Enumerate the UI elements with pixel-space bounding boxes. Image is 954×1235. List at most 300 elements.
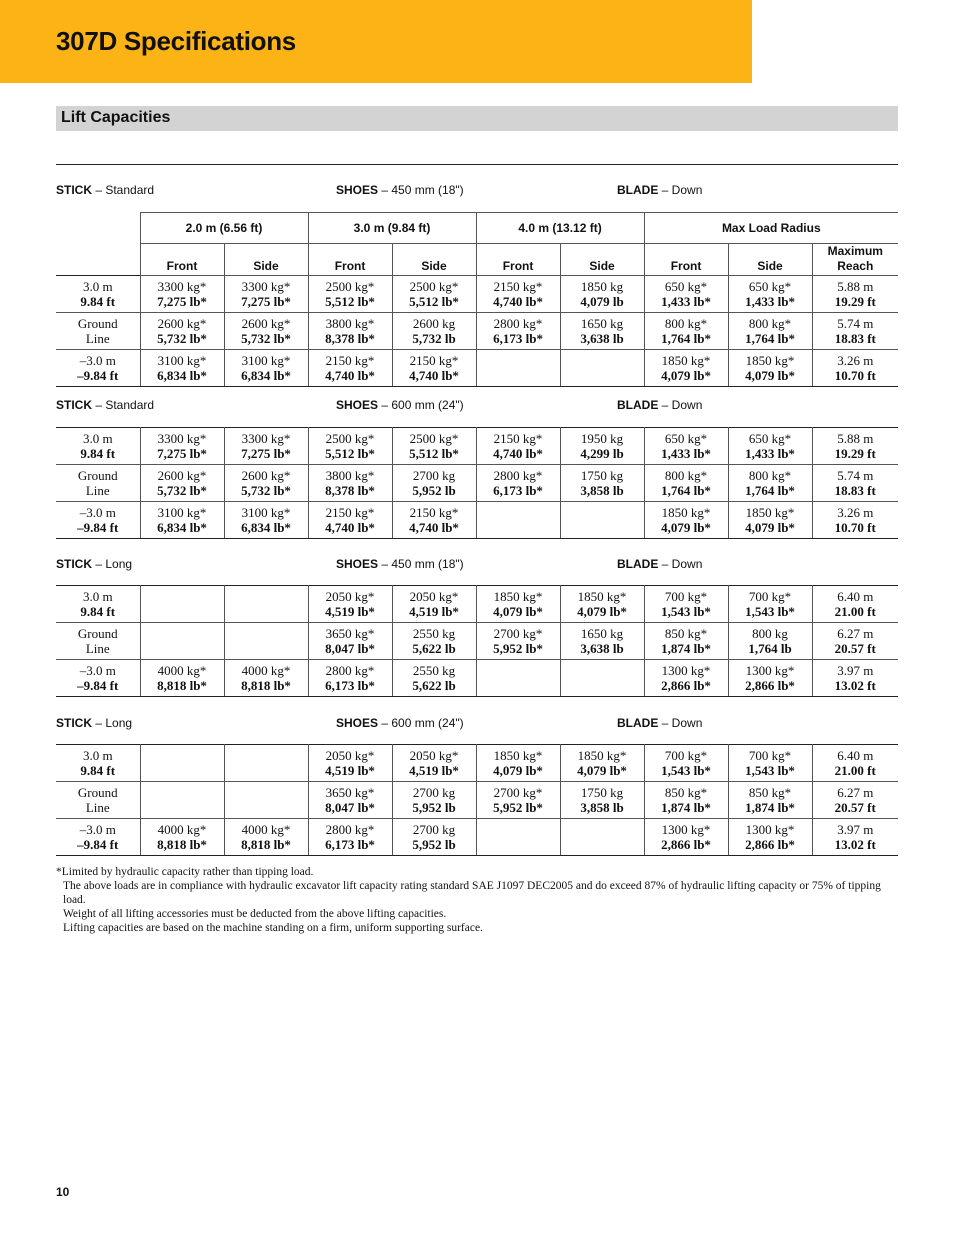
config-line <box>56 398 898 414</box>
footnote-standard: The above loads are in compliance with hydraulic excavator lift capacity rating standard SAE J1097 DEC2005 and do exceed 87% of hydraulic lifting capacity or 75% of tipping load. <box>63 880 881 906</box>
cell-metric: 850 kg* <box>664 626 708 641</box>
footnote-accessories: Weight of all lifting accessories must be deducted from the above lifting capacities. <box>63 908 447 920</box>
cell-imperial: 2,866 lb* <box>745 837 795 852</box>
table-cell <box>644 586 728 623</box>
row-label-line2: Line <box>85 483 110 498</box>
cell-imperial: 8,378 lb* <box>325 483 375 498</box>
cell-imperial: 5,512 lb* <box>409 446 459 461</box>
table-cell <box>224 465 308 502</box>
row-height-label <box>56 586 140 623</box>
stick-value: – Standard <box>92 398 155 412</box>
table-cell <box>140 586 224 623</box>
cell-metric: 1850 kg <box>580 279 624 294</box>
blade-spec <box>617 716 702 730</box>
cell-metric: 850 kg* <box>748 785 792 800</box>
cell-imperial: 5,512 lb* <box>409 294 459 309</box>
row-label-line1: –3.0 m <box>79 353 116 368</box>
blade-spec <box>617 398 702 412</box>
cell-metric: 2600 kg* <box>241 468 291 483</box>
cell-imperial: 5,732 lb* <box>157 331 207 346</box>
cell-metric: 1300 kg* <box>661 663 711 678</box>
table-cell <box>392 819 476 856</box>
cell-imperial: 6,834 lb* <box>157 368 207 383</box>
cell-metric: 3300 kg* <box>157 279 207 294</box>
cell-imperial: 6,173 lb* <box>325 837 375 852</box>
table-cell <box>812 350 898 387</box>
cell-imperial: 13.02 ft <box>834 678 876 693</box>
header-front: Front <box>140 244 224 276</box>
cell-imperial: 1,874 lb* <box>661 800 711 815</box>
footnotes <box>56 865 898 935</box>
blade-value: – Down <box>658 398 703 412</box>
shoes-spec <box>336 716 464 730</box>
shoes-label: SHOES <box>336 716 379 730</box>
table-cell <box>644 276 728 313</box>
cell-imperial: 1,874 lb* <box>745 800 795 815</box>
cell-imperial: 8,818 lb* <box>241 678 291 693</box>
cell-metric: 2050 kg* <box>325 748 375 763</box>
cell-imperial: 5,732 lb* <box>241 483 291 498</box>
header-side: Side <box>560 244 644 276</box>
cell-imperial: 8,047 lb* <box>325 641 375 656</box>
shoes-value: – 450 mm (18") <box>378 557 464 571</box>
cell-imperial: 4,079 lb* <box>493 604 543 619</box>
table-row <box>56 428 898 465</box>
table-cell <box>308 313 392 350</box>
cell-metric: 2150 kg* <box>325 505 375 520</box>
table-cell <box>728 623 812 660</box>
table-cell <box>476 465 560 502</box>
header-bar <box>0 0 752 83</box>
table-row <box>56 276 898 313</box>
table-cell <box>224 313 308 350</box>
cell-imperial: 4,740 lb* <box>325 368 375 383</box>
table-cell <box>476 623 560 660</box>
cell-imperial: 7,275 lb* <box>157 294 207 309</box>
cell-imperial: 1,764 lb <box>748 641 792 656</box>
table-cell <box>224 586 308 623</box>
table-cell <box>140 819 224 856</box>
cell-metric: 700 kg* <box>664 748 708 763</box>
cell-metric: 3300 kg* <box>157 431 207 446</box>
table-cell <box>560 745 644 782</box>
cell-imperial: 5,732 lb* <box>241 331 291 346</box>
table-cell <box>224 782 308 819</box>
cell-metric: 2150 kg* <box>493 279 543 294</box>
cell-metric: 2700 kg <box>412 822 456 837</box>
cell-metric: 1300 kg* <box>661 822 711 837</box>
table-cell <box>308 428 392 465</box>
cell-imperial: 8,047 lb* <box>325 800 375 815</box>
cell-imperial: 4,519 lb* <box>325 763 375 778</box>
header-front: Front <box>644 244 728 276</box>
cell-imperial: 4,519 lb* <box>409 604 459 619</box>
cell-metric: 3100 kg* <box>157 505 207 520</box>
cell-metric: 3.26 m <box>837 505 874 520</box>
row-label-line2: –9.84 ft <box>77 520 119 535</box>
cell-metric: 6.27 m <box>837 785 874 800</box>
cell-metric: 1300 kg* <box>745 663 795 678</box>
table-cell <box>224 502 308 539</box>
cell-metric: 6.40 m <box>837 589 874 604</box>
cell-metric: 2050 kg* <box>409 748 459 763</box>
cell-metric: 2500 kg* <box>325 431 375 446</box>
row-height-label <box>56 502 140 539</box>
blade-label: BLADE <box>617 716 659 730</box>
cell-imperial: 3,638 lb <box>580 641 624 656</box>
cell-imperial: 3,858 lb <box>580 483 624 498</box>
cell-metric: 4000 kg* <box>157 663 207 678</box>
cell-imperial: 4,079 lb <box>580 294 624 309</box>
cell-metric: 2550 kg <box>412 626 456 641</box>
lift-table <box>56 744 898 856</box>
cell-metric: 2800 kg* <box>325 663 375 678</box>
row-height-label <box>56 350 140 387</box>
table-cell <box>560 350 644 387</box>
blade-value: – Down <box>658 557 703 571</box>
blade-label: BLADE <box>617 557 659 571</box>
cell-metric: 2500 kg* <box>325 279 375 294</box>
cell-metric: 2800 kg* <box>493 468 543 483</box>
table-cell <box>308 819 392 856</box>
table-cell <box>728 276 812 313</box>
cell-imperial: 7,275 lb* <box>241 294 291 309</box>
row-label-line1: 3.0 m <box>82 431 113 446</box>
stick-label: STICK <box>56 557 92 571</box>
table-cell <box>140 313 224 350</box>
table-cell <box>140 350 224 387</box>
table-cell <box>308 350 392 387</box>
cell-metric: 2700 kg <box>412 785 456 800</box>
cell-imperial: 5,952 lb <box>412 483 456 498</box>
footnote-surface: Lifting capacities are based on the machine standing on a firm, uniform supporting surface. <box>63 922 483 934</box>
header-radius: 4.0 m (13.12 ft) <box>476 213 644 244</box>
cell-metric: 700 kg* <box>748 589 792 604</box>
table-cell <box>812 660 898 697</box>
cell-metric: 4000 kg* <box>241 822 291 837</box>
table-cell <box>728 502 812 539</box>
cell-metric: 5.74 m <box>837 316 874 331</box>
table-cell <box>140 745 224 782</box>
table-cell <box>560 502 644 539</box>
table-cell <box>644 623 728 660</box>
cell-imperial: 18.83 ft <box>834 483 876 498</box>
table-cell <box>224 745 308 782</box>
cell-imperial: 1,543 lb* <box>745 763 795 778</box>
table-row <box>56 660 898 697</box>
row-height-label <box>56 660 140 697</box>
table-cell <box>140 782 224 819</box>
cell-imperial: 2,866 lb* <box>661 837 711 852</box>
table-cell <box>392 313 476 350</box>
stick-spec <box>56 183 154 197</box>
cell-imperial: 3,858 lb <box>580 800 624 815</box>
table-cell <box>476 819 560 856</box>
table-cell <box>476 660 560 697</box>
table-cell <box>308 745 392 782</box>
page-title: 307D Specifications <box>56 26 296 56</box>
cell-metric: 800 kg* <box>664 468 708 483</box>
row-label-line1: 3.0 m <box>82 589 113 604</box>
cell-metric: 5.74 m <box>837 468 874 483</box>
page-number: 10 <box>56 1185 70 1199</box>
cell-imperial: 1,543 lb* <box>745 604 795 619</box>
cell-imperial: 8,818 lb* <box>157 837 207 852</box>
row-label-line2: 9.84 ft <box>80 446 116 461</box>
table-cell <box>140 660 224 697</box>
table-cell <box>224 428 308 465</box>
shoes-label: SHOES <box>336 398 379 412</box>
cell-metric: 3100 kg* <box>241 353 291 368</box>
cell-metric: 700 kg* <box>748 748 792 763</box>
table-cell <box>140 428 224 465</box>
cell-metric: 2150 kg* <box>493 431 543 446</box>
cell-metric: 2600 kg* <box>157 468 207 483</box>
cell-metric: 3650 kg* <box>325 626 375 641</box>
lift-table <box>56 585 898 697</box>
header-side: Side <box>728 244 812 276</box>
table-cell <box>728 819 812 856</box>
table-cell <box>560 782 644 819</box>
shoes-spec <box>336 398 464 412</box>
cell-metric: 2150 kg* <box>409 505 459 520</box>
table-cell <box>392 276 476 313</box>
table-cell <box>728 428 812 465</box>
cell-metric: 800 kg* <box>664 316 708 331</box>
cell-imperial: 3,638 lb <box>580 331 624 346</box>
row-label-line2: –9.84 ft <box>77 837 119 852</box>
cell-metric: 1850 kg* <box>661 505 711 520</box>
cell-metric: 4000 kg* <box>157 822 207 837</box>
table-cell <box>140 623 224 660</box>
cell-imperial: 5,732 lb <box>412 331 456 346</box>
table-cell <box>308 502 392 539</box>
cell-imperial: 4,519 lb* <box>409 763 459 778</box>
cell-metric: 2600 kg* <box>241 316 291 331</box>
table-cell <box>560 428 644 465</box>
table-cell <box>224 350 308 387</box>
cell-metric: 2150 kg* <box>325 353 375 368</box>
table-cell <box>308 660 392 697</box>
table-cell <box>560 586 644 623</box>
table-cell <box>224 660 308 697</box>
table-cell <box>140 502 224 539</box>
table-cell <box>476 782 560 819</box>
header-max-load-radius: Max Load Radius <box>644 213 898 244</box>
stick-label: STICK <box>56 398 92 412</box>
cell-metric: 2700 kg <box>412 468 456 483</box>
shoes-value: – 600 mm (24") <box>378 398 464 412</box>
header-subrow <box>56 244 898 276</box>
cell-metric: 2150 kg* <box>409 353 459 368</box>
row-label-line1: 3.0 m <box>82 279 113 294</box>
cell-metric: 3300 kg* <box>241 279 291 294</box>
table-row <box>56 623 898 660</box>
row-label-line1: Ground <box>77 468 118 483</box>
row-label-line2: Line <box>85 641 110 656</box>
table-cell <box>476 276 560 313</box>
table-cell <box>644 313 728 350</box>
cell-metric: 1950 kg <box>580 431 624 446</box>
cell-imperial: 1,764 lb* <box>661 483 711 498</box>
table-cell <box>728 660 812 697</box>
cell-imperial: 4,740 lb* <box>493 294 543 309</box>
shoes-spec <box>336 183 464 197</box>
cell-metric: 3800 kg* <box>325 316 375 331</box>
cell-metric: 5.88 m <box>837 431 874 446</box>
cell-imperial: 8,378 lb* <box>325 331 375 346</box>
blade-value: – Down <box>658 716 703 730</box>
table-cell <box>392 502 476 539</box>
row-label-line2: 9.84 ft <box>80 604 116 619</box>
cell-imperial: 1,433 lb* <box>745 446 795 461</box>
cell-metric: 2600 kg* <box>157 316 207 331</box>
table-cell <box>308 465 392 502</box>
cell-metric: 2050 kg* <box>325 589 375 604</box>
cell-imperial: 7,275 lb* <box>157 446 207 461</box>
row-label-line1: –3.0 m <box>79 663 116 678</box>
table-row <box>56 782 898 819</box>
cell-imperial: 1,764 lb* <box>745 331 795 346</box>
cell-metric: 1850 kg* <box>493 589 543 604</box>
cell-metric: 4000 kg* <box>241 663 291 678</box>
cell-metric: 2050 kg* <box>409 589 459 604</box>
table-cell <box>728 313 812 350</box>
table-cell <box>728 465 812 502</box>
table-cell <box>560 276 644 313</box>
cell-imperial: 4,519 lb* <box>325 604 375 619</box>
cell-metric: 800 kg* <box>748 468 792 483</box>
table-cell <box>392 428 476 465</box>
table-cell <box>224 276 308 313</box>
cell-metric: 5.88 m <box>837 279 874 294</box>
cell-metric: 650 kg* <box>748 431 792 446</box>
table-cell <box>644 660 728 697</box>
table-cell <box>728 586 812 623</box>
blade-spec <box>617 557 702 571</box>
cell-imperial: 4,079 lb* <box>577 604 627 619</box>
cell-metric: 3.97 m <box>837 822 874 837</box>
cell-metric: 1750 kg <box>580 468 624 483</box>
table-cell <box>224 623 308 660</box>
table-cell <box>392 586 476 623</box>
cell-metric: 1850 kg* <box>577 748 627 763</box>
cell-metric: 3650 kg* <box>325 785 375 800</box>
header-radius: 3.0 m (9.84 ft) <box>308 213 476 244</box>
row-label-line2: Line <box>85 331 110 346</box>
cell-metric: 2700 kg* <box>493 626 543 641</box>
cell-imperial: 4,299 lb <box>580 446 624 461</box>
table-row <box>56 313 898 350</box>
cell-imperial: 6,173 lb* <box>493 331 543 346</box>
cell-metric: 1300 kg* <box>745 822 795 837</box>
cell-imperial: 4,079 lb* <box>577 763 627 778</box>
cell-imperial: 10.70 ft <box>834 520 876 535</box>
cell-imperial: 6,834 lb* <box>241 368 291 383</box>
table-cell <box>560 819 644 856</box>
cell-metric: 1650 kg <box>580 316 624 331</box>
row-height-label <box>56 623 140 660</box>
row-height-label <box>56 745 140 782</box>
row-label-line2: –9.84 ft <box>77 678 119 693</box>
cell-imperial: 8,818 lb* <box>241 837 291 852</box>
cell-metric: 1850 kg* <box>745 353 795 368</box>
cell-metric: 6.27 m <box>837 626 874 641</box>
cell-metric: 3300 kg* <box>241 431 291 446</box>
header-front: Front <box>308 244 392 276</box>
cell-imperial: 6,173 lb* <box>325 678 375 693</box>
blade-value: – Down <box>658 183 703 197</box>
table-cell <box>812 586 898 623</box>
cell-metric: 650 kg* <box>664 279 708 294</box>
cell-imperial: 10.70 ft <box>834 368 876 383</box>
cell-imperial: 6,834 lb* <box>241 520 291 535</box>
cell-imperial: 1,543 lb* <box>661 604 711 619</box>
table-cell <box>644 350 728 387</box>
cell-imperial: 1,764 lb* <box>661 331 711 346</box>
stick-value: – Long <box>92 557 133 571</box>
header-front: Front <box>476 244 560 276</box>
cell-imperial: 4,079 lb* <box>745 520 795 535</box>
table-cell <box>392 465 476 502</box>
cell-imperial: 5,512 lb* <box>325 294 375 309</box>
cell-imperial: 4,079 lb* <box>493 763 543 778</box>
table-cell <box>812 782 898 819</box>
cell-metric: 2600 kg <box>412 316 456 331</box>
table-row <box>56 502 898 539</box>
shoes-value: – 600 mm (24") <box>378 716 464 730</box>
table-cell <box>644 745 728 782</box>
cell-imperial: 1,764 lb* <box>745 483 795 498</box>
cell-imperial: 20.57 ft <box>834 641 876 656</box>
table-cell <box>392 660 476 697</box>
row-height-label <box>56 465 140 502</box>
cell-metric: 3800 kg* <box>325 468 375 483</box>
table-cell <box>308 782 392 819</box>
table-cell <box>728 782 812 819</box>
cell-imperial: 6,834 lb* <box>157 520 207 535</box>
cell-imperial: 8,818 lb* <box>157 678 207 693</box>
table-cell <box>308 623 392 660</box>
cell-metric: 650 kg* <box>748 279 792 294</box>
stick-spec <box>56 398 154 412</box>
table-cell <box>812 465 898 502</box>
table-cell <box>140 465 224 502</box>
cell-imperial: 1,874 lb* <box>661 641 711 656</box>
section-bar <box>56 106 898 131</box>
cell-metric: 3100 kg* <box>241 505 291 520</box>
cell-metric: 800 kg <box>752 626 788 641</box>
cell-metric: 700 kg* <box>664 589 708 604</box>
cell-metric: 3.26 m <box>837 353 874 368</box>
table-cell <box>308 586 392 623</box>
table-cell <box>476 313 560 350</box>
cell-metric: 2500 kg* <box>409 431 459 446</box>
row-label-line2: 9.84 ft <box>80 763 116 778</box>
cell-imperial: 5,622 lb <box>412 678 456 693</box>
blade-label: BLADE <box>617 398 659 412</box>
stick-value: – Standard <box>92 183 155 197</box>
table-cell <box>644 428 728 465</box>
cell-imperial: 7,275 lb* <box>241 446 291 461</box>
row-height-label <box>56 276 140 313</box>
cell-imperial: 4,740 lb* <box>493 446 543 461</box>
table-cell <box>476 502 560 539</box>
cell-imperial: 1,433 lb* <box>661 294 711 309</box>
cell-imperial: 6,173 lb* <box>493 483 543 498</box>
blade-label: BLADE <box>617 183 659 197</box>
cell-imperial: 4,079 lb* <box>661 520 711 535</box>
